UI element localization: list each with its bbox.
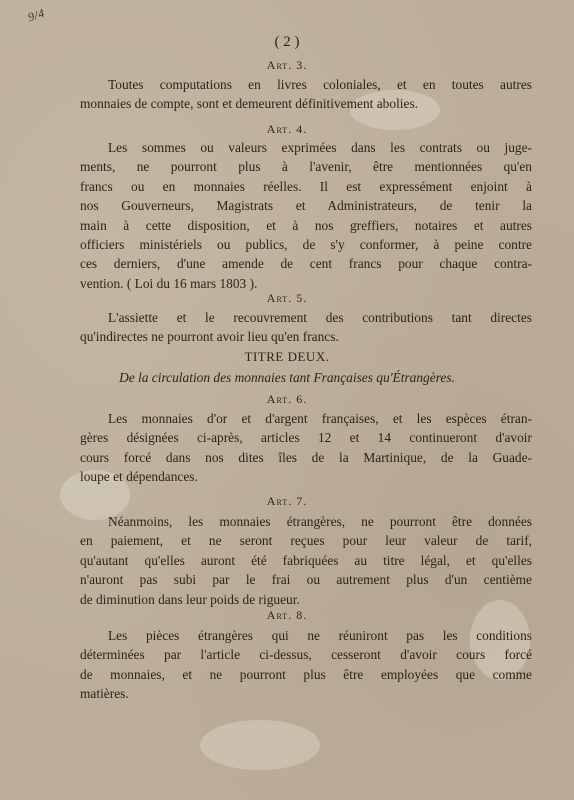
paper-stain: [200, 720, 320, 770]
text-line: Toutes computations en livres coloniales, et en toutes autres: [108, 77, 532, 92]
text-line: gères désignées ci-après, articles 12 et 14 continueront d'avoir: [80, 430, 532, 446]
text-line: Néanmoins, les monnaies étrangères, ne pourront être données: [108, 514, 532, 529]
text-line: francs ou en monnaies réelles. Il est expressément enjoint à: [80, 178, 532, 194]
text-line: qu'indirectes ne pourront avoir lieu qu'en francs.: [80, 329, 339, 345]
article-8-text: [80, 626, 532, 704]
page-number: ( 2 ): [274, 34, 300, 50]
text-line: de diminution dans leur poids de rigueur.: [80, 591, 300, 607]
text-line: Les pièces étrangères qui ne réuniront pas les conditions: [108, 628, 532, 643]
text-line: L'assiette et le recouvrement des contributions tant directes: [108, 310, 532, 325]
text-line: matières.: [80, 686, 129, 702]
text-line: qu'autant qu'elles auront été fabriquées au titre légal, et qu'elles: [80, 552, 532, 568]
text-line: monnaies de compte, sont et demeurent définitivement abolies.: [80, 96, 419, 112]
article-5-text: [80, 308, 532, 347]
article-6-text: [80, 409, 532, 487]
text-line: n'auront pas subi par le frai ou autrement plus d'un centième: [80, 572, 532, 588]
handwritten-mark: 9/4: [26, 5, 47, 25]
article-heading: Art. 7.: [266, 494, 308, 508]
text-line: déterminées par l'article ci-dessus, cesseront d'avoir cours forcé: [80, 647, 532, 663]
article-heading: Art. 8.: [266, 608, 308, 622]
text-line: vention. ( Loi du 16 mars 1803 ).: [80, 275, 258, 291]
article-heading: Art. 3.: [266, 58, 308, 72]
text-line: officiers ministériels ou publics, de s'y conformer, à peine contre: [80, 237, 532, 253]
article-3-text: [80, 75, 532, 114]
text-line: de monnaies, et ne pourront plus être employées que comme: [80, 666, 532, 682]
text-line: ces derniers, d'une amende de cent francs pour chaque contra-: [80, 256, 532, 272]
article-heading: Art. 6.: [266, 392, 308, 406]
article-heading: Art. 5.: [266, 291, 308, 305]
article-7-text: [80, 512, 532, 609]
text-line: loupe et dépendances.: [80, 469, 198, 485]
section-title: TITRE DEUX.: [244, 349, 330, 364]
text-line: Les monnaies d'or et d'argent françaises, et les espèces étran-: [108, 411, 532, 426]
text-line: en paiement, et ne seront reçues pour leur valeur de tarif,: [80, 533, 532, 549]
text-line: nos Gouverneurs, Magistrats et Administrateurs, de tenir la: [80, 198, 532, 214]
article-4-text: [80, 138, 532, 293]
section-subtitle: De la circulation des monnaies tant Françaises qu'Étrangères.: [119, 370, 455, 385]
text-line: main à cette disposition, et à nos greffiers, notaires et autres: [80, 217, 532, 233]
text-line: Les sommes ou valeurs exprimées dans les contrats ou juge-: [108, 140, 532, 155]
text-line: ments, ne pourront plus à l'avenir, être mentionnées qu'en: [80, 159, 532, 175]
text-line: cours forcé dans nos dites îles de la Martinique, de la Guade-: [80, 449, 532, 465]
article-heading: Art. 4.: [266, 122, 308, 136]
